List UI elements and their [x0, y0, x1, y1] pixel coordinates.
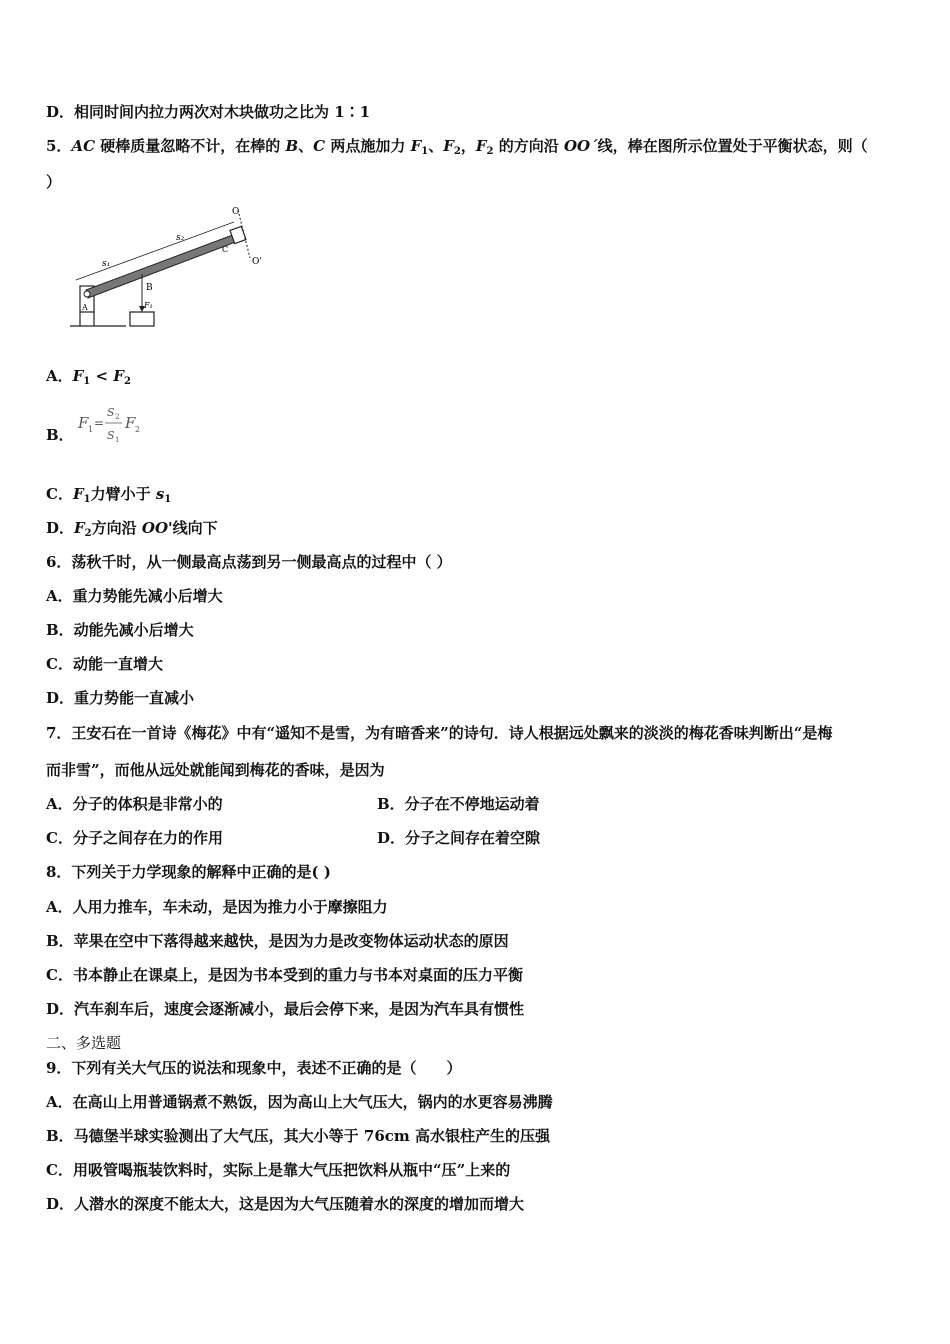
q7-stem-line1: 7．王安石在一首诗《梅花》中有“遥知不是雪，为有暗香来”的诗句．诗人根据远处飘来的淡淡的梅花香味判断出“是梅	[46, 724, 833, 742]
weight-box	[130, 312, 154, 326]
option-text: 方向沿	[91, 519, 142, 537]
math-var: F	[74, 519, 85, 537]
formula-lhs-sub: 1	[88, 425, 94, 434]
q5-rod-label: AC	[71, 137, 96, 155]
pivot-pin	[84, 291, 90, 297]
q5-point-b: B	[285, 137, 299, 155]
formula-rhs: F	[125, 414, 136, 432]
label-o: O	[232, 207, 240, 217]
option-label: A．	[46, 367, 73, 385]
option-label: D．	[46, 519, 75, 537]
math-var: s	[155, 485, 165, 503]
q7-option-b: B．分子在不停地运动着	[377, 795, 540, 813]
q5-sub: 2	[453, 146, 461, 157]
q5-text: 两点施加力	[325, 137, 411, 155]
q9-option-c: C．用吸管喝瓶装饮料时，实际上是靠大气压把饮料从瓶中“压”上来的	[46, 1161, 511, 1179]
subscript: 1	[83, 494, 91, 505]
q5-text: 线，棒在图所示位置处于平衡状态，则（	[597, 137, 868, 155]
q5-option-c	[46, 484, 171, 510]
q4-option-d: D．相同时间内拉力两次对木块做功之比为 1∶1	[46, 103, 371, 121]
q5-text: 、	[298, 137, 314, 155]
q5-option-d	[46, 518, 218, 544]
q8-stem: 8．下列关于力学现象的解释中正确的是( )	[46, 863, 331, 881]
q5-option-b-label: B．	[46, 426, 74, 444]
q5-force-f1: F	[410, 137, 422, 155]
q5-line-oo: OO´	[563, 137, 598, 155]
q5-text: ，	[460, 137, 476, 155]
formula-den: S	[107, 429, 115, 442]
option-text: 力臂小于	[90, 485, 156, 503]
section-heading-multi-choice: 二、多选题	[46, 1034, 122, 1052]
math-op: <	[90, 367, 114, 385]
formula-num: S	[107, 406, 115, 419]
q8-option-a: A．人用力推车，车未动，是因为推力小于摩擦阻力	[46, 898, 388, 916]
q8-option-d: D．汽车刹车后，速度会逐渐减小，最后会停下来，是因为汽车具有惯性	[46, 1000, 525, 1018]
option-text: 线向下	[172, 519, 218, 537]
q5-stem-close: ）	[46, 173, 62, 191]
math-var: F	[72, 367, 84, 385]
formula-svg	[76, 402, 156, 450]
label-f: F₁	[144, 301, 153, 310]
subscript: 2	[84, 528, 92, 539]
q7-option-d: D．分子之间存在着空隙	[377, 829, 541, 847]
formula-eq: =	[94, 416, 105, 430]
q8-option-b: B．苹果在空中下落得越来越快，是因为力是改变物体运动状态的原因	[46, 932, 509, 950]
label-o-prime: O'	[252, 257, 262, 267]
q5-force-f2: F	[475, 137, 487, 155]
q5-text: 硬棒质量忽略不计，在棒的	[95, 137, 286, 155]
subscript: 2	[123, 376, 131, 387]
q6-option-d: D．重力势能一直减小	[46, 689, 195, 707]
q5-point-c: C	[313, 137, 326, 155]
q5-force-f2: F	[443, 137, 454, 155]
math-var: F	[72, 485, 84, 503]
q9-option-d: D．人潜水的深度不能太大，这是因为大气压随着水的深度的增加而增大	[46, 1195, 525, 1213]
label-s2: s₂	[176, 233, 185, 243]
label-s1: s₁	[102, 259, 111, 269]
math-var: F	[113, 367, 124, 385]
math-var: OO'	[141, 519, 173, 537]
q5-sub: 1	[421, 146, 429, 157]
formula-rhs-sub: 2	[135, 425, 141, 434]
label-b: B	[146, 283, 153, 293]
q6-stem: 6．荡秋千时，从一侧最高点荡到另一侧最高点的过程中（ ）	[46, 553, 452, 571]
formula-lhs: F	[78, 414, 89, 432]
subscript: 1	[164, 494, 172, 505]
subscript: 1	[83, 376, 91, 387]
q7-option-a: A．分子的体积是非常小的	[46, 795, 223, 813]
q5-number: 5．	[46, 137, 72, 155]
q8-option-c: C．书本静止在课桌上，是因为书本受到的重力与书本对桌面的压力平衡	[46, 966, 523, 984]
q7-stem-line2: 而非雪”，而他从远处就能闻到梅花的香味，是因为	[46, 761, 385, 779]
q9-option-b: B．马德堡半球实验测出了大气压，其大小等于 76cm 高水银柱产生的压强	[46, 1127, 551, 1145]
q7-option-c: C．分子之间存在力的作用	[46, 829, 223, 847]
option-label: C．	[46, 485, 73, 503]
label-a: A	[82, 303, 88, 312]
q6-option-b: B．动能先减小后增大	[46, 621, 194, 639]
q9-stem: 9．下列有关大气压的说法和现象中，表述不正确的是（ ）	[46, 1059, 462, 1077]
q5-stem	[46, 136, 868, 162]
q5-text: 、	[428, 137, 444, 155]
q5-option-a	[46, 366, 131, 392]
lever-diagram-svg	[66, 200, 276, 335]
q9-option-a: A．在高山上用普通锅煮不熟饭，因为高山上大气压大，锅内的水更容易沸腾	[46, 1093, 553, 1111]
formula-num-sub: 2	[115, 413, 120, 421]
q5-option-b-formula	[76, 402, 156, 450]
q5-sub: 2	[486, 146, 494, 157]
q5-text: 的方向沿	[493, 137, 564, 155]
q6-option-a: A．重力势能先减小后增大	[46, 587, 223, 605]
formula-den-sub: 1	[115, 436, 120, 444]
q6-option-c: C．动能一直增大	[46, 655, 163, 673]
lever-diagram	[66, 200, 276, 339]
label-c: C	[222, 245, 229, 254]
